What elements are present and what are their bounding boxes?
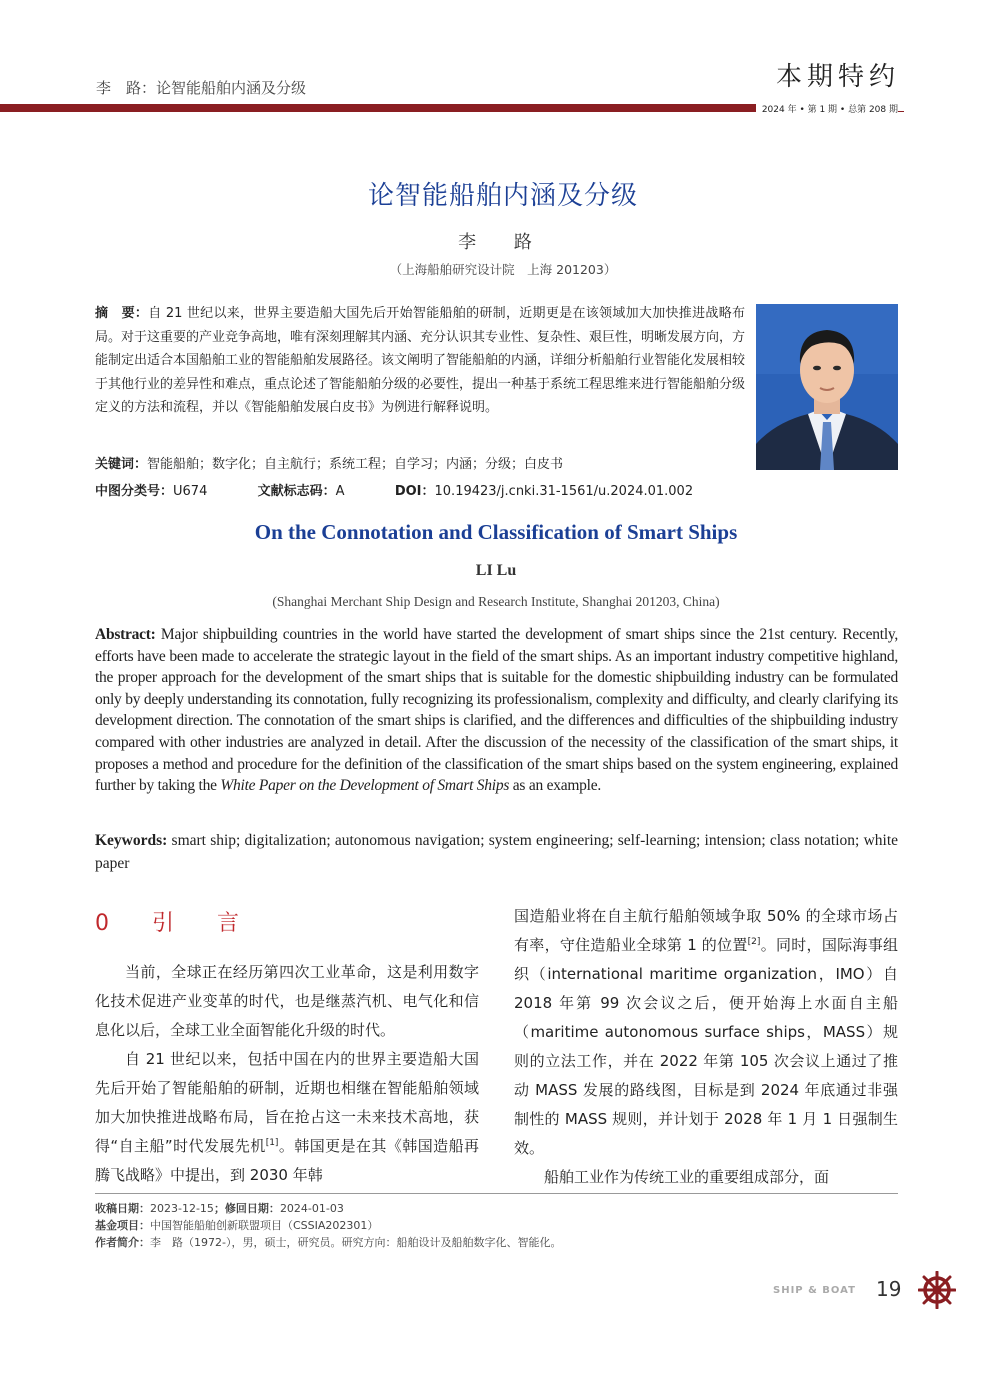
body-paragraph [95, 1045, 479, 1190]
keywords-en-label: Keywords: [95, 832, 168, 849]
body-text: 。韩国更是在其《韩国造船再腾飞战略》中提出，到 2030 年韩 [95, 1137, 479, 1184]
abstract-en-text-2: as an example. [512, 777, 601, 795]
bio-value: 李 路（1972-），男，硕士，研究员。研究方向：船舶设计及船舶数字化、智能化。 [150, 1236, 562, 1249]
citation-ref[interactable]: [2] [747, 937, 761, 947]
keywords-cn-text: 智能船舶；数字化；自主航行；系统工程；自学习；内涵；分级；白皮书 [147, 457, 564, 472]
fund-value: 中国智能船舶创新联盟项目（CSSIA202301） [150, 1219, 379, 1232]
title-en: On the Connotation and Classification of Smart Ships [254, 520, 738, 544]
running-head: 李 路：论智能船舶内涵及分级 [96, 79, 307, 97]
classification-line [95, 480, 693, 499]
journal-mark: SHIP & BOAT [773, 1285, 856, 1296]
section-heading: 0 引 言 [95, 911, 257, 936]
revised-date: 2024-01-03 [279, 1202, 344, 1215]
abstract-en-label: Abstract: [95, 626, 156, 643]
body-column-left [95, 958, 479, 1190]
author-cn: 李 路 [458, 232, 548, 253]
citation-ref[interactable]: [1] [265, 1138, 279, 1148]
affiliation-cn: （上海船舶研究设计院 上海 201203） [389, 262, 617, 277]
abstract-en-text-1: Major shipbuilding countries in the world have started the development of smart ships since the 21st century. Recently, efforts have been made to accelerate the strategic layout in the field of the smart ships. As an important industry competitive highland, the proper approach for the development of the smart ships that is suitable for the domestic shipbuilding industry can be formulated only by deeply understanding its connotation, fully recognizing its professionalism, complexity and difficulty, and clearly clarifying its development direction. The connotation of the smart ships is clarified, and the differences and difficulties of the shipbuilding industry compared with other industries are analyzed in detail. After the discussion of the necessity of the classification of the smart ships, it proposes a method and procedure for the definition of the classification of the smart ships based on the system engineering, explained further by taking the [95, 626, 898, 795]
doi-value: 10.19423/j.cnki.31-1561/u.2024.01.002 [434, 484, 694, 499]
abstract-cn-text: 自 21 世纪以来，世界主要造船大国先后开始智能船舶的研制，近期更是在该领域加大加快推进战略布局。对于这重要的产业竞争高地，唯有深刻理解其内涵、充分认识其专业性、复杂性、艰巨性，明晰发展方向，方能制定出适合本国船舶工业的智能船舶发展路径。该文阐明了智能船舶的内涵，详细分析船舶行业智能化发展相较于其他行业的差异性和难点，重点论述了智能船舶分级的必要性，提出一种基于系统工程思维来进行智能船舶分级定义的方法和流程，并以《智能船舶发展白皮书》为例进行解释说明。 [95, 306, 746, 416]
footnotes [95, 1200, 561, 1251]
keywords-cn-label: 关键词： [95, 457, 148, 472]
revised-label: ；修回日期： [213, 1202, 280, 1215]
header-rule [0, 104, 758, 112]
body-paragraph [514, 902, 898, 1163]
doc-code-label: 文献标志码： [257, 484, 336, 499]
issue-info: 2024 年 • 第 1 期 • 总第 208 期 [756, 102, 898, 115]
footnote-rule [95, 1193, 898, 1194]
bio-label: 作者简介： [95, 1236, 150, 1249]
footnote-dates [95, 1200, 561, 1217]
clc-value: U674 [173, 484, 208, 499]
body-text: 。同时，国际海事组织（international maritime organization，IMO）自 2018 年第 99 次会议之后，便开始海上水面自主船（maritime autonomous surface ships，MASS）规则的立法工作，并在 2022 年第 105 次会议上通过了推动 MASS 发展的路线图，目标是到 2024 年底通过非强制性的 MASS 规则，并计划于 2028 年 1 月 1 日强制生效。 [514, 936, 898, 1157]
page-number: 19 [876, 1277, 902, 1301]
received-date: 2023-12-15 [150, 1202, 214, 1215]
clc-label: 中图分类号： [95, 484, 174, 499]
author-portrait-icon [756, 304, 898, 470]
doi-label: DOI： [394, 484, 435, 499]
body-text: 自 21 世纪以来，包括中国在内的世界主要造船大国先后开始了智能船舶的研制，近期也相继在智能船舶领域加大加快推进战略布局，旨在抢占这一未来技术高地，获得“自主船”时代发展先机 [95, 1050, 479, 1155]
doc-code-value: A [335, 484, 345, 499]
abstract-en [95, 624, 898, 797]
author-en: LI Lu [475, 562, 517, 579]
abstract-en-italic: White Paper on the Development of Smart Ships [220, 777, 510, 795]
body-column-right [514, 902, 898, 1192]
footnote-fund [95, 1217, 561, 1234]
column-title: 本期特约 [775, 62, 900, 92]
received-label: 收稿日期： [95, 1202, 150, 1215]
title-cn: 论智能船舶内涵及分级 [367, 181, 638, 211]
body-text: 国造船业将在自主航行船舶领域争取 50% 的全球市场占有率，守住造船业全球第 1 的位置 [514, 907, 898, 954]
body-paragraph: 船舶工业作为传统工业的重要组成部分，面 [544, 1168, 830, 1186]
body-paragraph: 当前，全球正在经历第四次工业革命，这是利用数字化技术促进产业变革的时代，也是继蒸汽机、电气化和信息化以后，全球工业全面智能化升级的时代。 [95, 963, 479, 1039]
keywords-cn [95, 453, 563, 472]
keywords-en-text: smart ship; digitalization; autonomous navigation; system engineering; self-learning; intension; class notation; white paper [95, 832, 898, 872]
author-photo [756, 304, 898, 470]
fund-label: 基金项目： [95, 1219, 150, 1232]
abstract-cn [95, 302, 745, 420]
footnote-bio [95, 1234, 561, 1251]
affiliation-en: (Shanghai Merchant Ship Design and Research Institute, Shanghai 201203, China) [272, 594, 720, 609]
keywords-en [95, 829, 898, 875]
abstract-label: 摘 要： [95, 306, 149, 321]
ship-wheel-icon [918, 1271, 956, 1309]
